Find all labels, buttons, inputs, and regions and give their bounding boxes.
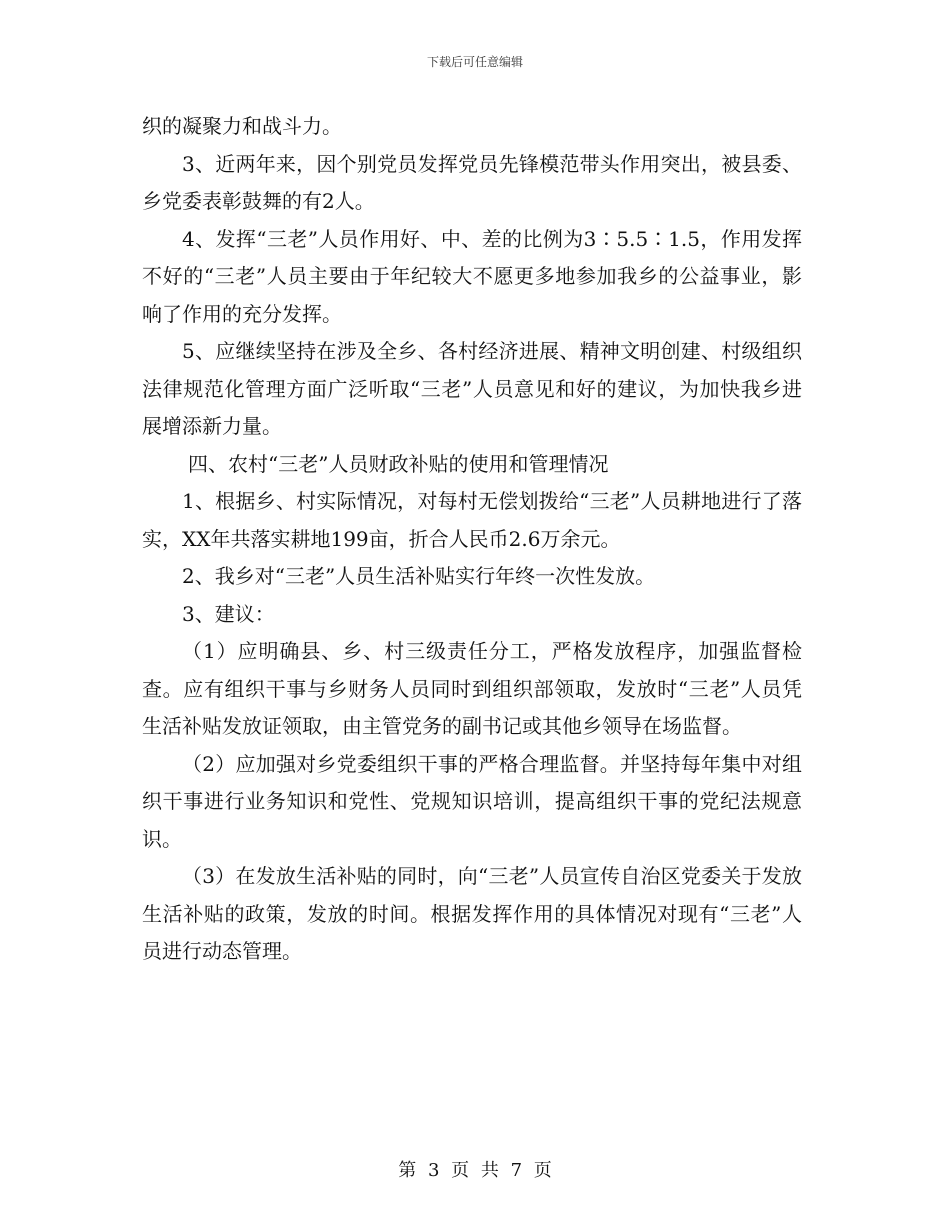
paragraph-suggestion-1: （1）应明确县、乡、村三级责任分工，严格发放程序，加强监督检查。应有组织干事与乡财务人员同时到组织部领取，发放时“三老”人员凭生活补贴发放证领取，由主管党务的副书记或其他乡领导在场监督。 (142, 639, 802, 738)
paragraph-suggestion-2: （2）应加强对乡党委组织干事的严格合理监督。并坚持每年集中对组织干事进行业务知识和党性、党规知识培训，提高组织干事的党纪法规意识。 (142, 751, 802, 851)
paragraph-item-3: 3、近两年来，因个别党员发挥党员先锋模范带头作用突出，被县委、乡党委表彰鼓舞的有2人。 (142, 151, 802, 213)
section-heading-4: 四、农村“三老”人员财政补贴的使用和管理情况 (188, 451, 609, 476)
paragraph-subitem-2: 2、我乡对“三老”人员生活补贴实行年终一次性发放。 (182, 564, 656, 588)
paragraph-subitem-3: 3、建议： (182, 601, 275, 626)
paragraph-continuation: 织的凝聚力和战斗力。 (142, 114, 342, 138)
paragraph-suggestion-3: （3）在发放生活补贴的同时，向“三老”人员宣传自治区党委关于发放生活补贴的政策，发放的时间。根据发挥作用的具体情况对现有“三老”人员进行动态管理。 (142, 864, 802, 963)
page-number: 第 3 页 共 7 页 (398, 1160, 552, 1181)
header-note: 下载后可任意编辑 (426, 55, 523, 69)
paragraph-item-4: 4、发挥“三老”人员作用好、中、差的比例为3∶5.5∶1.5，作用发挥不好的“三老”人员主要由于年纪较大不愿更多地参加我乡的公益事业，影响了作用的充分发挥。 (142, 226, 802, 326)
document-body (142, 108, 802, 971)
paragraph-item-5: 5、应继续坚持在涉及全乡、各村经济进展、精神文明创建、村级组织法律规范化管理方面广泛听取“三老”人员意见和好的建议，为加快我乡进展增添新力量。 (142, 339, 802, 438)
paragraph-subitem-1: 1、根据乡、村实际情况，对每村无偿划拨给“三老”人员耕地进行了落实，XX年共落实耕地199亩，折合人民币2.6万余元。 (142, 489, 802, 551)
